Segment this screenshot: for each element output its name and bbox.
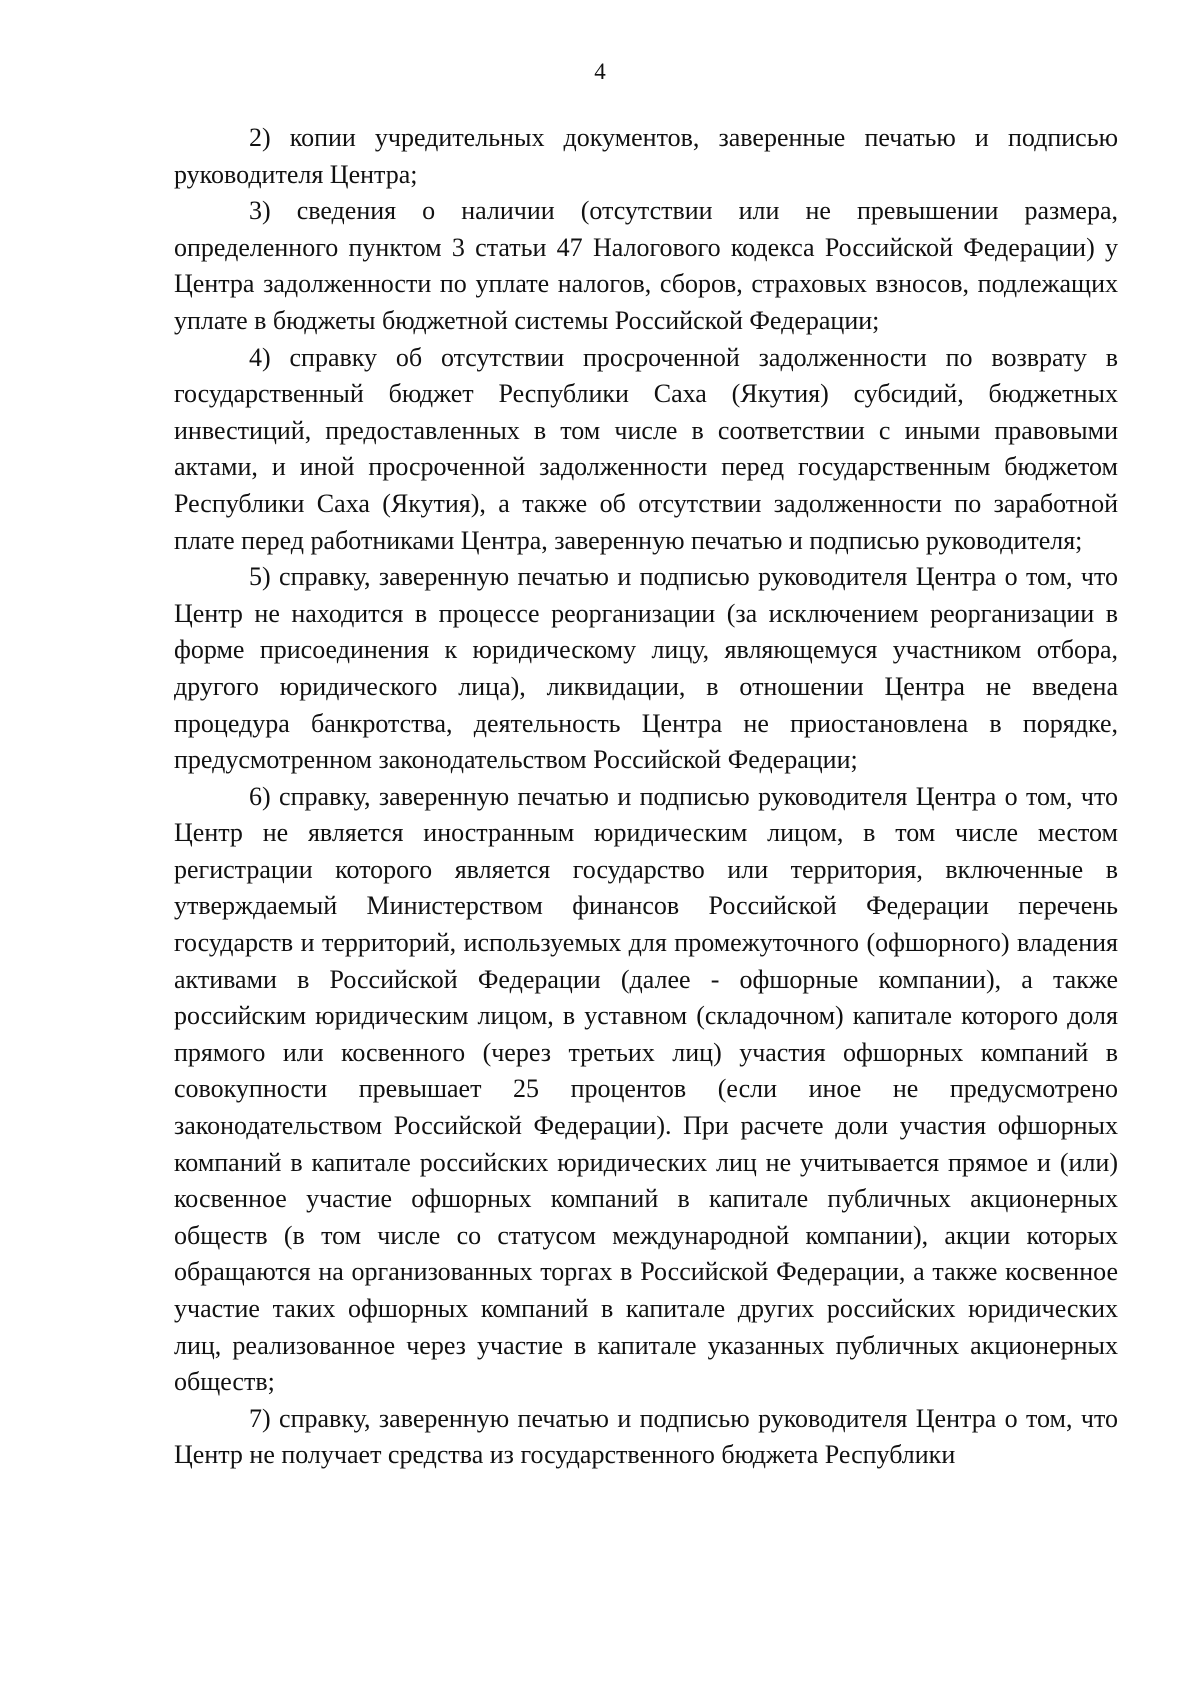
page-number: 4	[594, 59, 606, 84]
paragraph-item-6: 6) справку, заверенную печатью и подписью руководителя Центра о том, что Центр не является иностранным юридическим лицом, в том числе местом регистрации которого является государство или территория, включенные в утверждаемый Министерством финансов Российской Федерации перечень государств и территорий, используемых для промежуточного (офшорного) владения активами в Российской Федерации (далее - офшорные компании), а также российским юридическим лицом, в уставном (складочном) капитале которого доля прямого или косвенного (через третьих лиц) участия офшорных компаний в совокупности превышает 25 процентов (если иное не предусмотрено законодательством Российской Федерации). При расчете доли участия офшорных компаний в капитале российских юридических лиц не учитывается прямое и (или) косвенное участие офшорных компаний в капитале публичных акционерных обществ (в том числе со статусом международной компании), акции которых обращаются на организованных торгах в Российской Федерации, а также косвенное участие таких офшорных компаний в капитале других российских юридических лиц, реализованное через участие в капитале указанных публичных акционерных обществ;	[174, 781, 1118, 1397]
paragraph-item-5: 5) справку, заверенную печатью и подписью руководителя Центра о том, что Центр не находится в процессе реорганизации (за исключением реорганизации в форме присоединения к юридическому лицу, являющемуся участником отбора, другого юридического лица), ликвидации, в отношении Центра не введена процедура банкротства, деятельность Центра не приостановлена в порядке, предусмотренном законодательством Российской Федерации;	[174, 562, 1118, 775]
paragraph-item-3: 3) сведения о наличии (отсутствии или не превышении размера, определенного пунктом 3 статьи 47 Налогового кодекса Российской Федерации) у Центра задолженности по уплате налогов, сборов, страховых взносов, подлежащих уплате в бюджеты бюджетной системы Российской Федерации;	[174, 196, 1118, 335]
paragraph-item-7: 7) справку, заверенную печатью и подписью руководителя Центра о том, что Центр не получает средства из государственного бюджета Республики	[174, 1403, 1118, 1470]
document-body	[174, 120, 1118, 1474]
paragraph-item-2: 2) копии учредительных документов, заверенные печатью и подписью руководителя Центра;	[174, 123, 1118, 189]
paragraph-item-4: 4) справку об отсутствии просроченной задолженности по возврату в государственный бюджет Республики Саха (Якутия) субсидий, бюджетных инвестиций, предоставленных в том числе в соответствии с иными правовыми актами, и иной просроченной задолженности перед государственным бюджетом Республики Саха (Якутия), а также об отсутствии задолженности по заработной плате перед работниками Центра, заверенную печатью и подписью руководителя;	[174, 342, 1118, 555]
